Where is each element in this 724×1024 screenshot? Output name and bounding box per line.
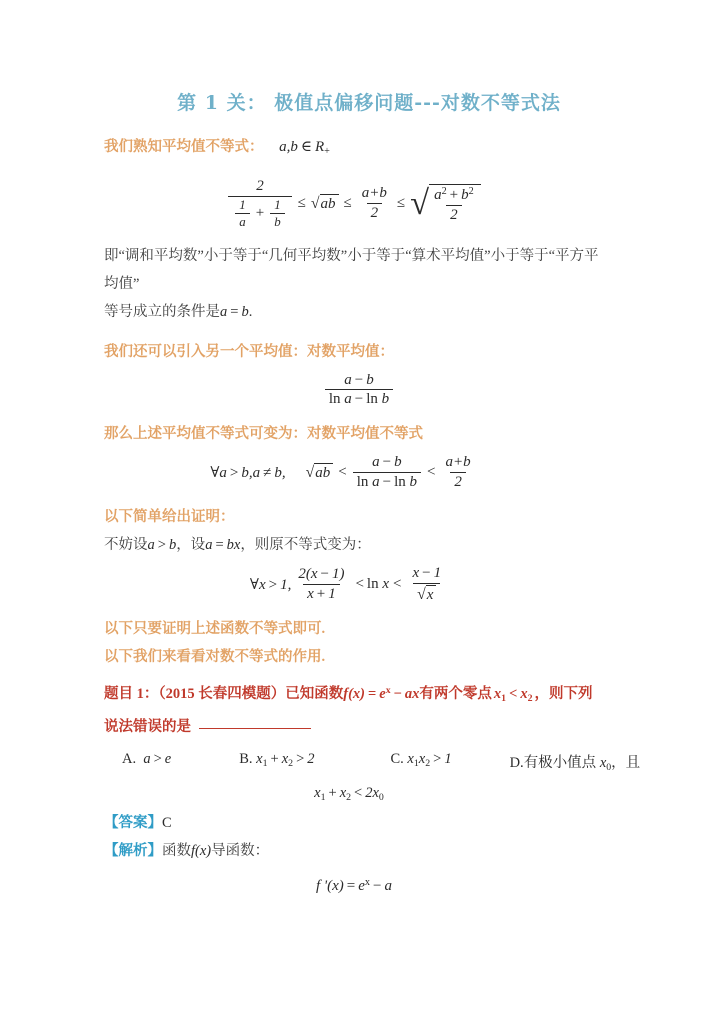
proof-setup-text-1: 不妨设 xyxy=(104,536,148,553)
option-c-content: $x_1x_2 > 1$ xyxy=(407,751,452,769)
proof-setup-text-2: ，设 xyxy=(176,536,206,553)
proof-intro: 以下简单给出证明： xyxy=(104,508,235,525)
answer-blank[interactable] xyxy=(199,714,311,729)
problem-heading-line-1 xyxy=(104,677,624,713)
spacer xyxy=(104,603,624,615)
fn-ineq-quantifier: ∀x > 1, xyxy=(249,576,292,593)
log-ineq-quantifier: ∀a > b,a ≠ b, xyxy=(210,464,286,481)
harmonic-den-a-num: 1 xyxy=(239,197,246,212)
fn-ineq-right-num: x − 1 xyxy=(412,564,442,581)
answer-label: 【答案】 xyxy=(104,814,162,831)
radical-sign-icon: √ xyxy=(305,464,315,482)
radical-sign-tall-icon: √ xyxy=(410,184,430,223)
mean-note-line-1: 即“调和平均数”小于等于“几何平均数”小于等于“算术平均值”小于等于“平方平 xyxy=(104,247,599,264)
option-d-text: 有极小值点 xyxy=(523,755,597,772)
formula-function-inequality xyxy=(104,565,624,604)
fn-ineq-right-sqrt-body: x xyxy=(426,585,437,604)
spacer xyxy=(104,166,624,178)
problem-heading-line2-text: 说法错误的是 xyxy=(104,719,191,736)
option-a-label: A. xyxy=(122,751,137,768)
radical-sign-icon: √ xyxy=(417,585,426,603)
page-title: 第 1 关： 极值点偏移问题---对数不等式法 xyxy=(177,92,561,114)
geometric-mean-body: ab xyxy=(320,194,339,213)
intro-line xyxy=(104,133,624,166)
radical-sign-icon: √ xyxy=(310,195,320,213)
option-c[interactable] xyxy=(391,751,452,769)
option-b-content: $x_1 + x_2 > 2$ xyxy=(256,751,315,769)
problem-heading-line-2 xyxy=(104,713,624,741)
equality-condition-line xyxy=(104,298,624,326)
quad-numerator: $a^2 + b^2$ xyxy=(434,185,474,203)
spacer xyxy=(104,491,624,503)
fn-ineq-left-den: x + 1 xyxy=(303,584,340,603)
formula-derivative xyxy=(104,877,624,895)
spacer xyxy=(104,230,624,242)
proof-setup-math-1: a > b xyxy=(147,536,177,553)
option-d-label: D. xyxy=(509,755,524,772)
le-operator-2: ≤ xyxy=(343,195,352,212)
analysis-text-2: 导函数： xyxy=(211,842,270,859)
log-mean-intro: 我们还可以引入另一个平均值：对数平均值： xyxy=(104,343,394,360)
problem-heading-known: 已知函数 xyxy=(285,686,344,703)
log-ineq-mid-num: a − b xyxy=(372,454,402,471)
mean-note-line-2: 均值” xyxy=(104,275,140,292)
le-operator-1: ≤ xyxy=(297,195,306,212)
harmonic-den-a-den: a xyxy=(235,213,249,229)
lt-operator-1: < xyxy=(338,463,347,480)
proof-setup-line xyxy=(104,531,624,559)
harmonic-den-b-den: b xyxy=(270,213,284,229)
option-b-label: B. xyxy=(239,751,253,768)
problem-heading-prefix: 题目 1：（2015 长春四模题） xyxy=(104,686,286,703)
log-ineq-right-den: 2 xyxy=(450,472,466,491)
fn-ineq-right-den xyxy=(413,583,440,604)
harmonic-den-b-num: 1 xyxy=(274,197,281,212)
arith-denominator: 2 xyxy=(367,203,383,222)
log-mean-denominator: ln a − ln b xyxy=(325,389,393,408)
log-ineq-geometric-radical xyxy=(306,463,334,482)
option-a-content: a > e xyxy=(139,751,172,768)
option-b[interactable] xyxy=(239,751,314,769)
option-a[interactable] xyxy=(122,751,171,768)
fn-ineq-middle: < ln x < xyxy=(355,575,402,592)
option-d-math: $x_0$ xyxy=(596,755,612,773)
options-row xyxy=(104,751,641,773)
quad-denominator: 2 xyxy=(446,205,462,224)
analysis-text-1: 函数 xyxy=(162,842,191,859)
problem-zeros-text: 有两个零点 xyxy=(419,686,492,703)
harmonic-numerator: 2 xyxy=(256,177,264,194)
problem-zeros-math: $x_1 < x_2$ xyxy=(493,686,533,705)
option-c-label: C. xyxy=(390,751,404,768)
equality-condition-math: a = b xyxy=(220,303,249,320)
spacer xyxy=(104,326,624,338)
analysis-line xyxy=(104,837,624,865)
log-ineq-mid-den: ln a − ln b xyxy=(353,472,421,491)
derivative-math: f '$(x) = e^x - a$ xyxy=(316,876,392,894)
equality-condition-prefix: 等号成立的条件是 xyxy=(104,303,220,320)
harmonic-plus: + xyxy=(255,205,265,222)
geometric-mean-radical xyxy=(311,194,339,213)
proof-conclusion: 以下只要证明上述函数不等式即可. xyxy=(104,621,326,638)
proof-setup-math-2: a = bx xyxy=(205,536,241,553)
spacer xyxy=(104,408,624,420)
formula-mean-chain xyxy=(104,178,624,230)
log-mean-inequality-intro: 那么上述平均值不等式可变为：对数平均值不等式 xyxy=(104,426,423,443)
log-mean-numerator: a − b xyxy=(344,371,374,388)
answer-line xyxy=(104,809,624,837)
intro-condition: a,b ∈ $R_+$ xyxy=(279,139,330,157)
proof-setup-text-3: ，则原不等式变为： xyxy=(240,536,371,553)
option-d[interactable] xyxy=(510,751,641,773)
analysis-label: 【解析】 xyxy=(104,842,162,859)
option-d-continuation: $x_1 + x_2 < 2x_0$ xyxy=(314,784,384,803)
quadratic-mean-radical xyxy=(410,184,481,224)
usage-note: 以下我们来看看对数不等式的作用. xyxy=(104,649,326,666)
problem-function-math: $f(x) = e^x$ − ax xyxy=(343,685,420,703)
arith-numerator: a+b xyxy=(361,185,387,202)
intro-label: 我们熟知平均值不等式： xyxy=(104,139,264,155)
problem-heading-suffix: ，则下列 xyxy=(534,686,593,703)
le-operator-3: ≤ xyxy=(396,195,406,212)
analysis-math: f(x) xyxy=(191,842,212,859)
log-ineq-right-num: a+b xyxy=(445,454,471,471)
formula-log-mean xyxy=(104,372,624,409)
answer-value: C xyxy=(162,814,172,831)
option-d-continuation-row xyxy=(104,785,624,803)
equality-period: . xyxy=(248,303,253,320)
log-ineq-geometric-body: ab xyxy=(314,463,333,482)
spacer xyxy=(104,865,624,877)
option-d-suffix: ，且 xyxy=(611,755,641,772)
formula-log-mean-inequality xyxy=(104,454,624,491)
lt-operator-2: < xyxy=(427,463,436,480)
fn-ineq-left-num: 2(x − 1) xyxy=(298,565,345,582)
